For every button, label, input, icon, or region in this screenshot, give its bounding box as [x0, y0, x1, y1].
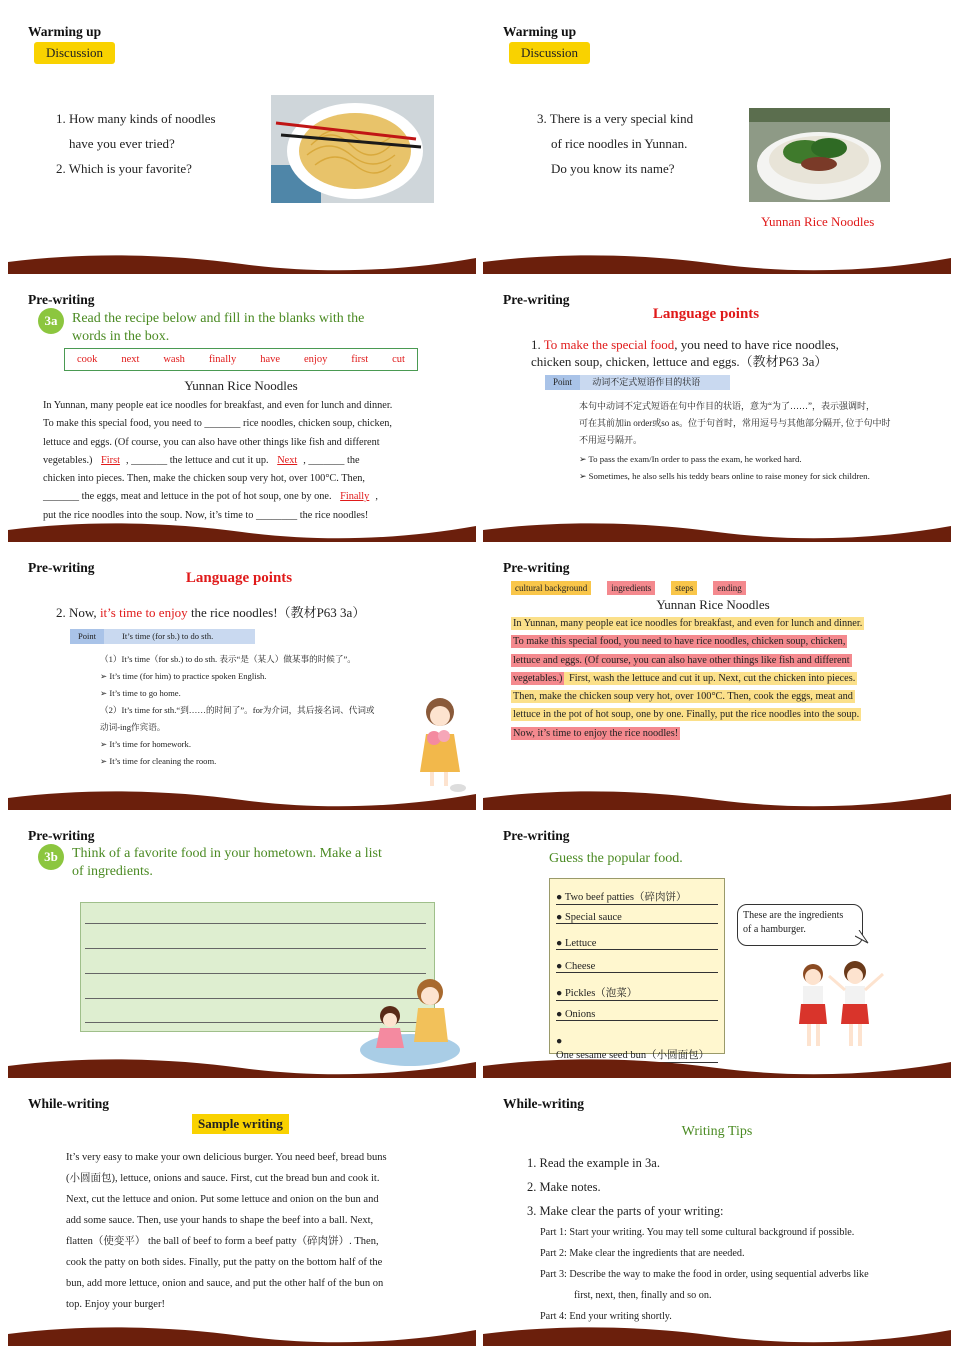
steps-text: lettuce in the pot of hot soup, one by one. Finally, put the rice noodles into the soup.: [513, 709, 860, 721]
tag-ending: ending: [713, 581, 746, 595]
bubble-tail: [855, 930, 869, 944]
discussion-tag: Discussion: [34, 42, 115, 64]
box-word: cut: [392, 354, 405, 365]
writing-line: [85, 923, 426, 924]
point-bar: [545, 375, 730, 390]
ingredients-text: lettuce and eggs. (Of course, you can also have other things like fish and different: [513, 654, 850, 666]
ending-text: Now, it’s time to enjoy the rice noodles!: [513, 727, 679, 739]
bottom-wave: [483, 252, 951, 274]
slide-warming-up-2: [483, 8, 951, 274]
girl-illustration: [412, 694, 468, 794]
sample-line: Next, cut the lettuce and onion. Put some lettuce and onion on the bun and: [66, 1194, 379, 1205]
guess-heading: Guess the popular food.: [549, 851, 683, 866]
sample-line: cook the patty on both sides. Finally, put the patty on the bottom half of the: [66, 1257, 383, 1268]
point-label: Point: [545, 375, 580, 390]
ingredient-item: ● Two beef patties（碎肉饼）: [556, 889, 718, 905]
slide-title: Pre-writing: [28, 292, 95, 307]
examples: ➢ To pass the exam/In order to pass the exam, he worked hard. ➢ Sometimes, he also sells his teddy bears online to raise money for sick children.: [579, 454, 870, 481]
slide-language-points-2: [8, 544, 476, 810]
ingredient-item: ● Lettuce: [556, 938, 718, 950]
box-word: first: [351, 354, 369, 365]
ingredient-item: ● Cheese: [556, 961, 718, 973]
sample-line: flatten（使变平） the ball of beef to form a beef patty（碎肉饼）. Then,: [66, 1236, 379, 1247]
answer-finally: Finally: [340, 491, 370, 503]
ingredient-item: ● Onions: [556, 1009, 718, 1021]
students-illustration: [783, 960, 893, 1056]
slide-prewriting-3b: [8, 812, 476, 1078]
bottom-wave: [483, 1056, 951, 1078]
part-item-continued: first, next, then, finally and so on.: [574, 1290, 712, 1301]
writing-line: [85, 973, 426, 974]
slide-title: Pre-writing: [28, 828, 95, 843]
bottom-wave: [8, 788, 476, 810]
noodles-photo: [271, 95, 434, 203]
slide-sample-writing: [8, 1080, 476, 1346]
point-text: It’s time (for sb.) to do sth.: [122, 631, 214, 641]
tag-cultural-background: cultural background: [511, 581, 591, 595]
slide-title: While-writing: [503, 1096, 584, 1111]
tip-item: 1. Read the example in 3a.: [527, 1156, 660, 1170]
parts-list: [540, 1222, 945, 1327]
slide-warming-up-1: [8, 8, 476, 274]
box-word: have: [260, 354, 281, 365]
bottom-wave: [483, 1324, 951, 1346]
discussion-tag: Discussion: [509, 42, 590, 64]
answer-first: First: [101, 454, 120, 466]
point-label: Point: [70, 629, 104, 644]
part-item: Part 3: Describe the way to make the food in order, using sequential adverbs like: [540, 1269, 869, 1280]
ingredient-item: ● One sesame seed bun（小圆面包）: [556, 1036, 718, 1063]
recipe-heading: Yunnan Rice Noodles: [184, 378, 298, 393]
slide-guess-food: [483, 812, 951, 1078]
instruction: [72, 310, 364, 346]
instruction: Think of a favorite food in your hometown. Make a list of ingredients.: [72, 846, 382, 879]
part-item: Part 1: Start your writing. You may tell some cultural background if possible.: [540, 1227, 855, 1238]
slide-writing-tips: [483, 1080, 951, 1346]
writing-line: [85, 948, 426, 949]
slide-title: While-writing: [28, 1096, 109, 1111]
slide-title: Pre-writing: [503, 560, 570, 575]
language-points-heading: Language points: [185, 570, 293, 586]
language-points-heading: Language points: [652, 306, 760, 322]
sample-line: bun, add more lettuce, onion and sauce, and put the other half of the bun on: [66, 1278, 384, 1289]
bottom-wave: [8, 252, 476, 274]
point-sentence: 1. To make the special food, you need to have rice noodles, chicken soup, chicken, lettuce and eggs.（教材P63 3a）: [531, 337, 839, 369]
tip-item: 3. Make clear the parts of your writing:: [527, 1204, 724, 1218]
recipe-line: chicken into pieces. Then, make the chicken soup very hot, over 100°C. Then,: [43, 473, 365, 485]
box-word: cook: [76, 354, 98, 365]
recipe-text: [43, 397, 463, 525]
question-3b: of rice noodles in Yunnan.: [551, 136, 688, 151]
point-sentence: 2. Now, it’s time to enjoy the rice noodles!（教材P63 3a）: [56, 605, 366, 620]
structure-tags: [511, 578, 758, 596]
question-1a: 1. How many kinds of noodles: [56, 111, 216, 126]
answer-next: Next: [277, 454, 298, 466]
box-word: wash: [163, 354, 185, 365]
bottom-wave: [8, 520, 476, 542]
ingredient-item: ● Pickles（泡菜）: [556, 985, 718, 1001]
ingredients-text: To make this special food, you need to have rice noodles, chicken soup, chicken,: [513, 636, 846, 648]
point-bar: [70, 629, 255, 644]
slide-title: Warming up: [28, 24, 102, 39]
speech-bubble: These are the ingredients of a hamburger.: [737, 904, 863, 946]
box-word: enjoy: [304, 354, 328, 365]
exercise-number-badge: 3a: [38, 308, 64, 334]
exercise-number-badge: 3b: [38, 844, 64, 870]
question-3c: Do you know its name?: [551, 161, 675, 176]
bottom-wave: [483, 788, 951, 810]
recipe-line: vegetables.) First , _______ the lettuce and cut it up. Next , _______ the: [43, 454, 360, 466]
bottom-wave: [8, 1056, 476, 1078]
recipe-line: put the rice noodles into the soup. Now, it’s time to ________ the rice noodles!: [43, 509, 369, 521]
recipe-heading: Yunnan Rice Noodles: [656, 597, 770, 612]
ingredients-card: [549, 878, 725, 1061]
word-box: [64, 348, 418, 371]
cultural-background-text: In Yunnan, many people eat ice noodles for breakfast, and even for lunch and dinner.: [513, 618, 863, 629]
slide-structure-highlight: [483, 544, 951, 810]
steps-text: First, wash the lettuce and cut it up. Next, cut the chicken into pieces.: [566, 672, 856, 684]
girls-illustration: [358, 976, 462, 1068]
instruction-line-1: Read the recipe below and fill in the blanks with the: [72, 311, 365, 326]
bottom-wave: [483, 520, 951, 542]
steps-text: Then, make the chicken soup very hot, over 100°C. Then, cook the eggs, meat and: [513, 691, 853, 703]
box-word: finally: [208, 354, 237, 365]
ingredients-text: vegetables.): [513, 672, 563, 684]
question-1b: have you ever tried?: [69, 136, 175, 151]
slide-prewriting-3a: [8, 276, 476, 542]
question-2: 2. Which is your favorite?: [56, 161, 192, 176]
answer-text: Yunnan Rice Noodles: [761, 214, 875, 229]
tag-steps: steps: [671, 581, 697, 595]
box-word: next: [121, 354, 140, 365]
point-text: 动词不定式短语作目的状语: [592, 377, 701, 387]
recipe-line: lettuce and eggs. (Of course, you can also have other things like fish and different: [43, 436, 380, 448]
explanation: 本句中动词不定式短语在句中作目的状语，意为“为了……”，表示强调时， 可在其前加in order或so as。位于句首时，常用逗号与其他部分隔开, 位于句中时 不用逗号隔开。: [579, 401, 891, 445]
part-item: Part 4: End your writing shortly.: [540, 1311, 672, 1322]
tips-list: [527, 1151, 723, 1223]
sample-text: [66, 1147, 466, 1315]
slide-title: Warming up: [503, 24, 577, 39]
recipe-line: In Yunnan, many people eat ice noodles for breakfast, and even for lunch and dinner.: [43, 400, 393, 411]
question-3a: 3. There is a very special kind: [537, 111, 694, 126]
instruction-line-2: words in the box.: [72, 329, 170, 344]
part-item: Part 2: Make clear the ingredients that are needed.: [540, 1248, 745, 1259]
bottom-wave: [8, 1324, 476, 1346]
slide-title: Pre-writing: [503, 828, 570, 843]
sample-line: add some sauce. Then, use your hands to shape the beef into a ball. Next,: [66, 1215, 374, 1226]
rice-noodles-photo: [749, 108, 890, 202]
writing-tips-heading: Writing Tips: [681, 1124, 753, 1139]
explanation: （1）It’s time（for sb.) to do sth. 表示“是（某人）做某事的时候了”。 ➢ It’s time (for him) to practice spoken English. ➢ It’s time to go home. （2）It’s time for sth.“到……的时间了”。for为介词，其后接名词、代词或 动词-ing作宾语。 ➢ It’s time for homework. ➢ It’s time for cleaning the room.: [100, 654, 375, 766]
slide-title: Pre-writing: [503, 292, 570, 307]
tip-item: 2. Make notes.: [527, 1180, 601, 1194]
sample-line: (小圆面包), lettuce, onions and sauce. First, cut the bread bun and cook it.: [66, 1173, 380, 1184]
sample-line: top. Enjoy your burger!: [66, 1299, 165, 1310]
sample-line: It’s very easy to make your own delicious burger. You need beef, bread buns: [66, 1152, 387, 1163]
tag-ingredients: ingredients: [607, 581, 655, 595]
slide-language-points-1: [483, 276, 951, 542]
ingredient-item: ● Special sauce: [556, 912, 718, 924]
recipe-line: To make this special food, you need to _______ rice noodles, chicken soup, chicken,: [43, 418, 392, 430]
recipe-line: _______ the eggs, meat and lettuce in the pot of hot soup, one by one. Finally ,: [43, 491, 378, 503]
slide-title: Pre-writing: [28, 560, 95, 575]
sample-writing-tag: Sample writing: [192, 1114, 289, 1134]
highlighted-recipe: [511, 615, 931, 743]
